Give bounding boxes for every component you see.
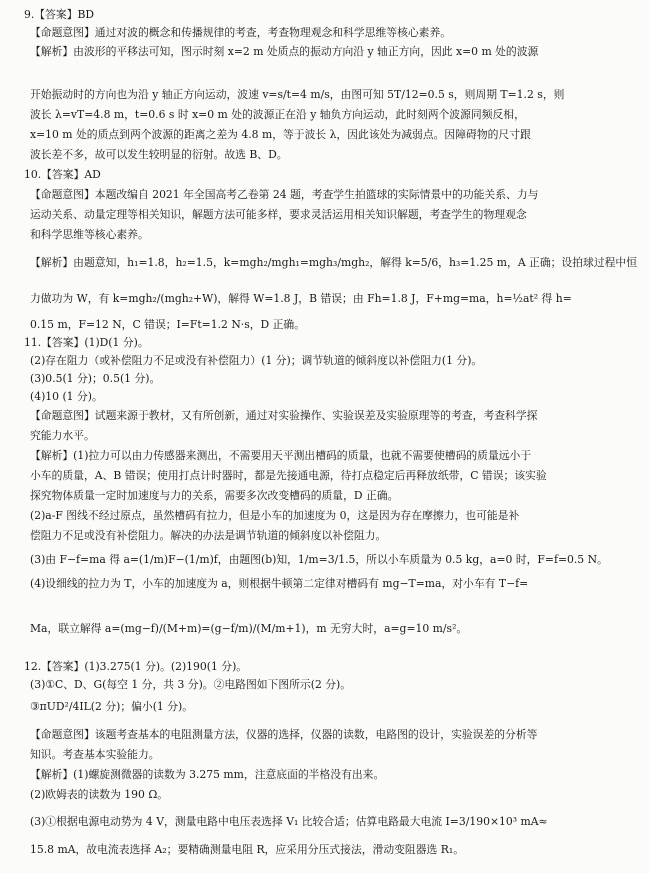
analysis-12-line3: (3)①根据电源电动势为 4 V，测量电路中电压表选择 V₁ 比较合适；估算电路最大电流 I=3/190×10³ mA≈ [30, 815, 548, 828]
answer-12-part3: (3)①C、D、G(每空 1 分，共 3 分)。②电路图如下图所示(2 分)。 [30, 678, 352, 691]
intent-10-line2: 运动关系、动量定理等相关知识，解题方法可能多样，要求灵活运用相关知识解题，考查学生的物理观念 [30, 208, 527, 221]
answer-9: 9.【答案】BD [24, 8, 95, 21]
analysis-11-line1: 【解析】(1)拉力可以由力传感器来测出，不需要用天平测出槽码的质量，也就不需要使槽码的质量远小于 [30, 449, 532, 462]
answer-10: 10.【答案】AD [24, 168, 101, 181]
intent-9: 【命题意图】通过对波的概念和传播规律的考查，考查物理观念和科学思维等核心素养。 [30, 26, 452, 39]
analysis-11-line2: 小车的质量，A、B 错误；使用打点计时器时，都是先接通电源，待打点稳定后再释放纸带，C 错误；该实验 [30, 469, 547, 482]
answer-11-part2: (2)存在阻力（或补偿阻力不足或没有补偿阻力）(1 分)；调节轨道的倾斜度以补偿阻力(1 分)。 [30, 354, 483, 367]
analysis-12-line4: 15.8 mA，故电流表选择 A₂；要精确测量电阻 R，应采用分压式接法，滑动变阻器选 R₁。 [30, 843, 465, 856]
answer-11-part3: (3)0.5(1 分)；0.5(1 分)。 [30, 372, 161, 385]
analysis-10-line1: 【解析】由题意知，h₁=1.8，h₂=1.5，k=mgh₂/mgh₁=mgh₃/mgh₂，解得 k=5/6，h₃=1.25 m，A 正确；设拍球过程中恒 [30, 256, 638, 269]
analysis-12-line1: 【解析】(1)螺旋测微器的读数为 3.275 mm，注意底面的半格没有出来。 [30, 768, 385, 781]
answer-11: 11.【答案】(1)D(1 分)。 [24, 336, 149, 349]
analysis-9-line5: 波长差不多，故可以发生较明显的衍射。故选 B、D。 [30, 148, 288, 161]
analysis-10-line3: 0.15 m，F=12 N，C 错误；I=Ft=1.2 N·s，D 正确。 [30, 318, 306, 331]
intent-12-line1: 【命题意图】该题考查基本的电阻测量方法，仪器的选择，仪器的读数，电路图的设计，实验误差的分析等 [30, 728, 538, 741]
answer-11-part4: (4)10 (1 分)。 [30, 390, 103, 403]
analysis-11-line6: (3)由 F−f=ma 得 a=(1/m)F−(1/m)f，由题图(b)知，1/m=3/1.5，所以小车质量为 0.5 kg，a=0 时，F=f=0.5 N。 [30, 553, 608, 566]
analysis-9-line4: x=10 m 处的质点到两个波源的距离之差为 4.8 m，等于波长 λ，因此该处为减弱点。因障碍物的尺寸跟 [30, 128, 531, 141]
analysis-11-line4: (2)a-F 图线不经过原点，虽然槽码有拉力，但是小车的加速度为 0，这是因为存在摩擦力，也可能是补 [30, 509, 520, 522]
answer-12: 12.【答案】(1)3.275(1 分)。(2)190(1 分)。 [24, 660, 248, 673]
analysis-11-line7: (4)设细线的拉力为 T，小车的加速度为 a，则根据牛顿第二定律对槽码有 mg−T=ma，对小车有 T−f= [30, 577, 529, 590]
intent-12-line2: 知识。考查基本实验能力。 [30, 748, 160, 761]
intent-10-line3: 和科学思维等核心素养。 [30, 228, 149, 241]
analysis-10-line2: 力做功为 W，有 k=mgh₂/(mgh₂+W)，解得 W=1.8 J，B 错误；由 Fh=1.8 J，F+mg=ma，h=½at² 得 h= [30, 292, 572, 305]
analysis-9-line1: 【解析】由波形的平移法可知，图示时刻 x=2 m 处质点的振动方向沿 y 轴正方向，因此 x=0 m 处的波源 [30, 45, 539, 58]
analysis-11-line5: 偿阻力不足或没有补偿阻力。解决的办法是调节轨道的倾斜度以补偿阻力。 [30, 529, 387, 542]
analysis-12-line2: (2)欧姆表的读数为 190 Ω。 [30, 788, 169, 801]
intent-11-line2: 究能力水平。 [30, 429, 95, 442]
answer-12-formula: ③πUD²/4IL(2 分)；偏小(1 分)。 [30, 700, 194, 713]
analysis-9-line3: 波长 λ=vT=4.8 m，t=0.6 s 时 x=0 m 处的波源正在沿 y 轴负方向运动，此时刻两个波源同频反相， [30, 108, 525, 121]
analysis-11-line8: Ma，联立解得 a=(mg−f)/(M+m)=(g−f/m)/(M/m+1)，m 无穷大时，a=g=10 m/s²。 [30, 622, 468, 635]
intent-10-line1: 【命题意图】本题改编自 2021 年全国高考乙卷第 24 题，考查学生拍篮球的实际情景中的功能关系、力与 [30, 188, 539, 201]
analysis-11-line3: 探究物体质量一定时加速度与力的关系，需要多次改变槽码的质量，D 正确。 [30, 489, 399, 502]
analysis-9-line2: 开始振动时的方向也为沿 y 轴正方向运动，波速 v=s/t=4 m/s，由图可知 5T/12=0.5 s，则周期 T=1.2 s，则 [30, 88, 565, 101]
intent-11-line1: 【命题意图】试题来源于教材，又有所创新，通过对实验操作、实验误差及实验原理等的考查，考查科学探 [30, 409, 538, 422]
